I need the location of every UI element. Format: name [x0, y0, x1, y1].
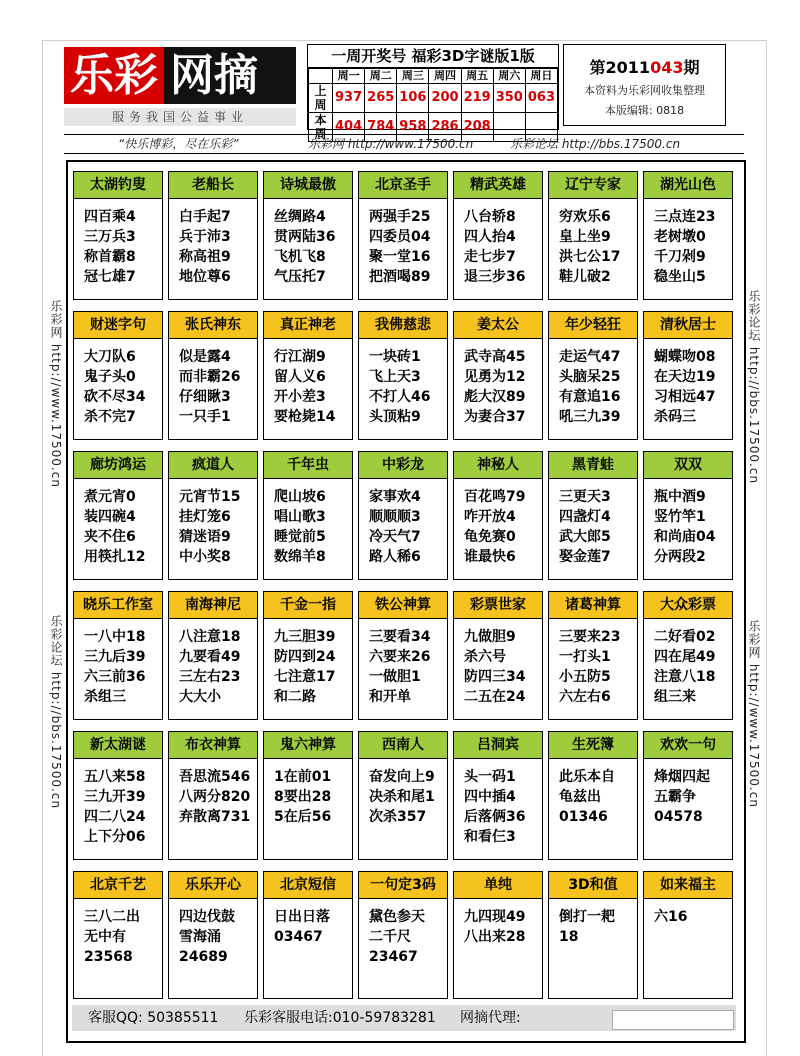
puzzle-card — [263, 731, 353, 860]
card-title: 双双 — [644, 452, 732, 479]
last-week-row — [309, 84, 558, 113]
card-body: 大刀队6 鬼子头0 砍不尽34 杀不完7 — [84, 349, 146, 425]
editor-note: 本版编辑: 0818 — [604, 104, 685, 117]
logo-part1: 乐彩 — [64, 47, 164, 104]
number-cell: 784 — [365, 113, 397, 142]
footer-phone: 乐彩客服电话:010-59783281 — [244, 1010, 436, 1026]
puzzle-card — [73, 311, 163, 440]
card-body: 三要来23 一打头1 小五防5 六左右6 — [559, 629, 621, 705]
side-text-right-top: 乐彩论坛 http://bbs.17500.cn — [747, 290, 761, 485]
card-body: 此乐本自 龟兹出 01346 — [559, 769, 615, 825]
number-cell: 350 — [493, 84, 525, 113]
puzzle-card — [453, 871, 543, 999]
puzzle-card — [73, 171, 163, 300]
card-title: 诸葛神算 — [549, 592, 637, 619]
card-body: 头一码1 四中插4 后落俩36 和看仨3 — [464, 769, 526, 845]
card-body: 四百乘4 三万兵3 称首霸8 冠七雄7 — [84, 209, 136, 285]
card-body: 八注意18 九要看49 三左右23 大大小 — [179, 629, 241, 705]
card-body: 元宵节15 挂灯笼6 猜迷语9 中小奖8 — [179, 489, 241, 565]
puzzle-card — [358, 591, 448, 720]
card-title: 晓乐工作室 — [74, 592, 162, 619]
card-body: 三八二出 无中有 23568 — [84, 909, 140, 965]
card-title: 生死簿 — [549, 732, 637, 759]
puzzle-card — [263, 171, 353, 300]
card-title: 新太湖谜 — [74, 732, 162, 759]
card-body: 八台轿8 四人抬4 走七步7 退三步36 — [464, 209, 526, 285]
card-body: 1在前01 8要出28 5在后56 — [274, 769, 332, 825]
card-title: 南海神尼 — [169, 592, 257, 619]
card-body: 日出日落 03467 — [274, 909, 330, 945]
number-cell: 958 — [397, 113, 429, 142]
puzzle-card — [643, 591, 733, 720]
puzzle-card — [168, 731, 258, 860]
card-title: 财迷字句 — [74, 312, 162, 339]
puzzle-card — [73, 731, 163, 860]
card-title: 疯道人 — [169, 452, 257, 479]
card-title: 鬼六神算 — [264, 732, 352, 759]
card-title: 黑青蛙 — [549, 452, 637, 479]
card-body: 家事欢4 顺顺顺3 冷天气7 路人稀6 — [369, 489, 421, 565]
card-body: 九四现49 八出来28 — [464, 909, 526, 945]
number-cell: 265 — [365, 84, 397, 113]
weekday-row — [309, 69, 558, 84]
puzzle-card — [73, 871, 163, 999]
row-label: 上周 — [309, 84, 333, 113]
card-body: 行江湖9 留人义6 开小差3 要枪毙14 — [274, 349, 336, 425]
card-body: 四边伐鼓 雪海涌 24689 — [179, 909, 235, 965]
card-title: 欢欢一句 — [644, 732, 732, 759]
side-text-left-top: 乐彩网 http://www.17500.cn — [49, 300, 63, 488]
draw-numbers-panel — [307, 44, 559, 141]
card-body: 似是露4 而非霸26 仔细瞅3 一只手1 — [179, 349, 241, 425]
weekday-cell: 周三 — [397, 69, 429, 84]
card-body: 百花鸣79 咋开放4 龟免赛0 谁最快6 — [464, 489, 526, 565]
card-title: 西南人 — [359, 732, 447, 759]
card-title: 如来福主 — [644, 872, 732, 899]
card-body: 瓶中酒9 竖竹竿1 和尚庙04 分两段2 — [654, 489, 716, 565]
link-line — [64, 134, 744, 154]
card-body: 穷欢乐6 皇上坐9 洪七公17 鞋儿破2 — [559, 209, 621, 285]
puzzle-card — [168, 171, 258, 300]
number-cell: 404 — [333, 113, 365, 142]
puzzle-card — [548, 311, 638, 440]
card-title: 单纯 — [454, 872, 542, 899]
card-title: 中彩龙 — [359, 452, 447, 479]
puzzle-card — [548, 731, 638, 860]
slogan: 服务我国公益事业 — [64, 108, 296, 126]
card-title: 真正神老 — [264, 312, 352, 339]
card-title: 廊坊鸿运 — [74, 452, 162, 479]
card-body: 一块砖1 飞上天3 不打人46 头顶粘9 — [369, 349, 431, 425]
card-title: 布衣神算 — [169, 732, 257, 759]
card-title: 彩票世家 — [454, 592, 542, 619]
card-body: 烽烟四起 五霸争 04578 — [654, 769, 710, 825]
issue-number: 第2011043期 — [589, 58, 700, 77]
card-title: 铁公神算 — [359, 592, 447, 619]
card-body: 倒打一耙 18 — [559, 909, 615, 945]
puzzle-card — [453, 311, 543, 440]
card-body: 吾思流546 八两分820 弃散离731 — [179, 769, 251, 825]
card-title: 北京圣手 — [359, 172, 447, 199]
card-body: 爬山坡6 唱山歌3 睡觉前5 数绵羊8 — [274, 489, 326, 565]
side-text-left-bottom: 乐彩论坛 http://bbs.17500.cn — [49, 615, 63, 810]
card-title: 年少轻狂 — [549, 312, 637, 339]
puzzle-card — [548, 871, 638, 999]
agent-box — [612, 1010, 734, 1030]
card-title: 湖光山色 — [644, 172, 732, 199]
weekday-cell: 周四 — [429, 69, 461, 84]
weekday-cell: 周六 — [493, 69, 525, 84]
number-cell: 200 — [429, 84, 461, 113]
logo — [64, 47, 296, 104]
card-body: 一八中18 三九后39 六三前36 杀组三 — [84, 629, 146, 705]
card-title: 乐乐开心 — [169, 872, 257, 899]
row-label: 本周 — [309, 113, 333, 142]
weekday-cell: 周五 — [461, 69, 493, 84]
number-cell: 286 — [429, 113, 461, 142]
puzzle-card — [168, 591, 258, 720]
puzzle-card — [358, 731, 448, 860]
puzzle-card — [263, 871, 353, 999]
card-body: 煮元宵0 装四碗4 夹不住6 用筷扎12 — [84, 489, 146, 565]
card-body: 黛色参天 二千尺 23467 — [369, 909, 425, 965]
puzzle-card — [548, 451, 638, 580]
puzzle-card — [643, 871, 733, 999]
card-title: 老船长 — [169, 172, 257, 199]
puzzle-card — [263, 451, 353, 580]
puzzle-card — [168, 451, 258, 580]
card-body: 三要看34 六要来26 一做胆1 和开单 — [369, 629, 431, 705]
card-title: 精武英雄 — [454, 172, 542, 199]
card-title: 吕洞宾 — [454, 732, 542, 759]
site-link[interactable]: 乐彩网 http://www.17500.cn — [308, 137, 474, 151]
puzzle-card — [73, 591, 163, 720]
card-body: 三点连23 老树墩0 千刀剁9 稳坐山5 — [654, 209, 716, 285]
puzzle-card — [643, 171, 733, 300]
card-title: 千金一指 — [264, 592, 352, 619]
logo-part2: 网摘 — [164, 47, 296, 104]
card-title: 一句定3码 — [359, 872, 447, 899]
card-body: 丝绸路4 贯两陆36 飞机飞8 气压托7 — [274, 209, 336, 285]
card-body: 两强手25 四委员04 聚一堂16 把酒喝89 — [369, 209, 431, 285]
card-title: 大众彩票 — [644, 592, 732, 619]
card-title: 诗城最傲 — [264, 172, 352, 199]
number-cell: 063 — [525, 84, 557, 113]
card-body: 武寺高45 见勇为12 彪大汉89 为妻合37 — [464, 349, 526, 425]
puzzle-card — [168, 311, 258, 440]
forum-link[interactable]: 乐彩论坛 http://bbs.17500.cn — [510, 137, 681, 151]
puzzle-card — [453, 591, 543, 720]
card-body: 五八来58 三九开39 四二八24 上下分06 — [84, 769, 146, 845]
card-title: 千年虫 — [264, 452, 352, 479]
puzzle-card — [643, 311, 733, 440]
weekday-cell: 周日 — [525, 69, 557, 84]
source-note: 本资料为乐彩网收集整理 — [584, 84, 705, 97]
puzzle-card — [358, 171, 448, 300]
puzzle-card — [643, 451, 733, 580]
number-cell: 106 — [397, 84, 429, 113]
card-title: 清秋居士 — [644, 312, 732, 339]
puzzle-card — [263, 591, 353, 720]
puzzle-card — [548, 591, 638, 720]
card-title: 张氏神东 — [169, 312, 257, 339]
puzzle-card — [453, 171, 543, 300]
card-title: 我佛慈悲 — [359, 312, 447, 339]
puzzle-card — [643, 731, 733, 860]
weekday-cell: 周二 — [365, 69, 397, 84]
card-title: 北京千艺 — [74, 872, 162, 899]
number-cell: 208 — [461, 113, 493, 142]
card-title: 北京短信 — [264, 872, 352, 899]
puzzle-card — [168, 871, 258, 999]
card-title: 辽宁专家 — [549, 172, 637, 199]
card-title: 姜太公 — [454, 312, 542, 339]
panel-title: 一周开奖号 福彩3D字谜版1版 — [308, 45, 558, 68]
card-body: 奋发向上9 决杀和尾1 次杀357 — [369, 769, 435, 825]
side-text-right-bottom: 乐彩网 http://www.17500.cn — [747, 620, 761, 808]
card-body: 九做胆9 杀六号 防四三34 二五在24 — [464, 629, 526, 705]
puzzle-card — [453, 451, 543, 580]
card-body: 三更天3 四盏灯4 武大郎5 娶金莲7 — [559, 489, 611, 565]
number-cell: 937 — [333, 84, 365, 113]
card-body: 白手起7 兵于沛3 称高祖9 地位尊6 — [179, 209, 231, 285]
puzzle-card — [358, 871, 448, 999]
puzzle-card — [263, 311, 353, 440]
issue-panel — [563, 44, 726, 126]
puzzle-card — [548, 171, 638, 300]
card-title: 神秘人 — [454, 452, 542, 479]
puzzle-card — [358, 311, 448, 440]
puzzle-card — [453, 731, 543, 860]
card-body: 九三胆39 防四到24 七注意17 和二路 — [274, 629, 336, 705]
card-body: 六16 — [654, 909, 688, 925]
draw-numbers-table — [308, 68, 558, 142]
weekday-cell: 周一 — [333, 69, 365, 84]
number-cell: 219 — [461, 84, 493, 113]
puzzle-card — [73, 451, 163, 580]
card-title: 太湖钓叟 — [74, 172, 162, 199]
card-body: 走运气47 头脑呆25 有意追16 吼三九39 — [559, 349, 621, 425]
motto: “快乐博彩，尽在乐彩” — [118, 137, 239, 151]
card-body: 二好看02 四在尾49 注意八18 组三来 — [654, 629, 716, 705]
footer-agent: 网摘代理: — [460, 1010, 521, 1026]
puzzle-card — [358, 451, 448, 580]
footer-qq: 客服QQ: 50385511 — [88, 1010, 219, 1026]
card-body: 蝴蝶吻08 在天边19 习相远47 杀码三 — [654, 349, 716, 425]
card-title: 3D和值 — [549, 872, 637, 899]
